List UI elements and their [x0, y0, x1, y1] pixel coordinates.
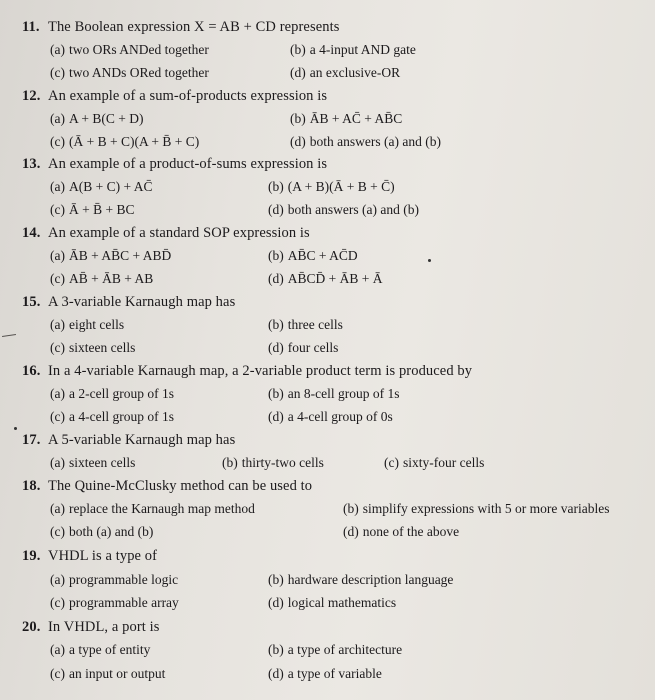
pen-mark	[2, 334, 16, 337]
option-label: (d)	[268, 271, 284, 286]
option-label: (b)	[290, 42, 306, 57]
option-text: sixty-four cells	[402, 455, 485, 470]
option-label: (a)	[50, 248, 65, 263]
option-20d	[268, 666, 382, 682]
option-text: sixteen cells	[68, 340, 136, 355]
option-text: logical mathematics	[287, 595, 397, 610]
option-label: (a)	[50, 317, 65, 332]
option-label: (b)	[268, 572, 284, 587]
option-label: (c)	[50, 340, 65, 355]
question-number: 17.	[22, 432, 41, 448]
option-label: (a)	[50, 572, 65, 587]
option-15b	[268, 317, 343, 333]
option-17a	[50, 455, 135, 471]
question-stem: The Boolean expression X = AB + CD represents	[48, 19, 340, 35]
option-text: a 4-input AND gate	[309, 42, 416, 57]
option-13d	[268, 202, 419, 218]
option-label: (d)	[343, 524, 359, 539]
option-12d	[290, 134, 441, 150]
option-text: eight cells	[68, 317, 125, 332]
option-label: (c)	[50, 409, 65, 424]
option-text: none of the above	[362, 524, 460, 539]
option-16c	[50, 409, 174, 425]
option-text: three cells	[287, 317, 343, 332]
pen-dot	[428, 259, 431, 262]
question-14	[22, 225, 310, 242]
option-17c	[384, 455, 484, 471]
option-16d	[268, 409, 393, 425]
option-label: (d)	[268, 666, 284, 681]
question-stem: In VHDL, a port is	[48, 619, 160, 635]
option-label: (d)	[268, 595, 284, 610]
option-label: (c)	[50, 666, 65, 681]
option-13c	[50, 202, 134, 218]
option-20a	[50, 642, 150, 658]
question-stem: In a 4-variable Karnaugh map, a 2-variable product term is produced by	[48, 363, 473, 379]
option-label: (b)	[222, 455, 238, 470]
option-19c	[50, 595, 179, 611]
option-12c	[50, 134, 199, 150]
question-stem: A 5-variable Karnaugh map has	[48, 432, 236, 448]
question-17	[22, 432, 235, 449]
option-18b	[343, 501, 609, 517]
option-label: (b)	[290, 111, 306, 126]
question-stem: VHDL is a type of	[48, 548, 158, 564]
option-text: both answers (a) and (b)	[287, 202, 419, 217]
question-number: 15.	[22, 294, 41, 310]
question-12	[22, 88, 327, 105]
option-text: two ANDs ORed together	[68, 65, 209, 80]
option-label: (c)	[50, 595, 65, 610]
option-text: thirty-two cells	[241, 455, 324, 470]
question-number: 20.	[22, 619, 41, 635]
option-text: an input or output	[68, 666, 166, 681]
question-number: 18.	[22, 478, 41, 494]
option-text: both answers (a) and (b)	[309, 134, 441, 149]
option-label: (c)	[50, 524, 65, 539]
option-label: (b)	[343, 501, 359, 516]
option-text: A + B(C + D)	[68, 111, 144, 126]
option-text: (A + B)(Ā + B + C̄)	[287, 179, 395, 194]
option-text: AB̄C + AC̄D	[287, 248, 358, 263]
option-label: (c)	[50, 134, 65, 149]
option-label: (a)	[50, 386, 65, 401]
option-15c	[50, 340, 135, 356]
option-label: (a)	[50, 179, 65, 194]
option-label: (a)	[50, 42, 65, 57]
option-19b	[268, 572, 453, 588]
option-text: four cells	[287, 340, 339, 355]
option-text: ĀB + AC̄ + AB̄C	[309, 111, 403, 126]
option-text: a type of variable	[287, 666, 382, 681]
option-text: AB̄CD̄ + ĀB + Ā	[287, 271, 383, 286]
option-18d	[343, 524, 459, 540]
option-label: (d)	[290, 65, 306, 80]
option-13a	[50, 179, 152, 195]
option-14b	[268, 248, 358, 264]
question-stem: An example of a standard SOP expression is	[48, 225, 310, 241]
option-20b	[268, 642, 402, 658]
option-11b	[290, 42, 416, 58]
question-number: 14.	[22, 225, 41, 241]
option-16a	[50, 386, 174, 402]
option-text: a 2-cell group of 1s	[68, 386, 174, 401]
question-number: 12.	[22, 88, 41, 104]
option-17b	[222, 455, 324, 471]
option-14c	[50, 271, 153, 287]
option-text: Ā + B̄ + BC	[68, 202, 135, 217]
option-text: sixteen cells	[68, 455, 136, 470]
option-label: (b)	[268, 248, 284, 263]
option-text: programmable logic	[68, 572, 179, 587]
pen-dot	[14, 427, 17, 430]
option-label: (a)	[50, 455, 65, 470]
option-text: (Ā + B + C)(A + B̄ + C)	[68, 134, 200, 149]
option-18a	[50, 501, 255, 517]
question-16	[22, 363, 472, 380]
option-label: (b)	[268, 386, 284, 401]
question-stem: The Quine-McClusky method can be used to	[48, 478, 313, 494]
question-number: 19.	[22, 548, 41, 564]
option-text: hardware description language	[287, 572, 454, 587]
question-18	[22, 478, 312, 495]
option-text: an 8-cell group of 1s	[287, 386, 400, 401]
option-label: (d)	[268, 409, 284, 424]
option-19a	[50, 572, 178, 588]
option-text: a type of entity	[68, 642, 151, 657]
question-number: 13.	[22, 156, 41, 172]
option-label: (d)	[268, 202, 284, 217]
option-11d	[290, 65, 400, 81]
option-text: A(B + C) + AC̄	[68, 179, 153, 194]
option-11c	[50, 65, 209, 81]
option-label: (b)	[268, 317, 284, 332]
option-label: (d)	[268, 340, 284, 355]
option-text: a 4-cell group of 1s	[68, 409, 174, 424]
option-text: an exclusive-OR	[309, 65, 401, 80]
option-text: ĀB + AB̄C + ABD̄	[68, 248, 172, 263]
option-text: two ORs ANDed together	[68, 42, 209, 57]
question-15	[22, 294, 235, 311]
question-stem: An example of a product-of-sums expression is	[48, 156, 328, 172]
option-14a	[50, 248, 171, 264]
option-12b	[290, 111, 402, 127]
option-label: (a)	[50, 501, 65, 516]
option-label: (c)	[50, 202, 65, 217]
option-12a	[50, 111, 143, 127]
option-label: (b)	[268, 642, 284, 657]
option-label: (d)	[290, 134, 306, 149]
option-19d	[268, 595, 396, 611]
question-19	[22, 548, 157, 565]
option-text: a type of architecture	[287, 642, 403, 657]
option-label: (a)	[50, 111, 65, 126]
option-18c	[50, 524, 153, 540]
question-stem: An example of a sum-of-products expression is	[48, 88, 328, 104]
option-11a	[50, 42, 209, 58]
option-text: AB̄ + ĀB + AB	[68, 271, 154, 286]
question-stem: A 3-variable Karnaugh map has	[48, 294, 236, 310]
option-text: both (a) and (b)	[68, 524, 154, 539]
question-number: 16.	[22, 363, 41, 379]
question-number: 11.	[22, 19, 40, 35]
option-16b	[268, 386, 399, 402]
question-20	[22, 619, 159, 636]
option-text: simplify expressions with 5 or more variables	[362, 501, 610, 516]
option-15d	[268, 340, 338, 356]
option-label: (b)	[268, 179, 284, 194]
option-14d	[268, 271, 383, 287]
option-text: a 4-cell group of 0s	[287, 409, 393, 424]
option-label: (c)	[384, 455, 399, 470]
option-15a	[50, 317, 124, 333]
question-13	[22, 156, 327, 173]
option-label: (c)	[50, 65, 65, 80]
question-11	[22, 19, 339, 36]
option-20c	[50, 666, 165, 682]
option-label: (c)	[50, 271, 65, 286]
option-label: (a)	[50, 642, 65, 657]
option-text: programmable array	[68, 595, 179, 610]
option-text: replace the Karnaugh map method	[68, 501, 255, 516]
option-13b	[268, 179, 395, 195]
